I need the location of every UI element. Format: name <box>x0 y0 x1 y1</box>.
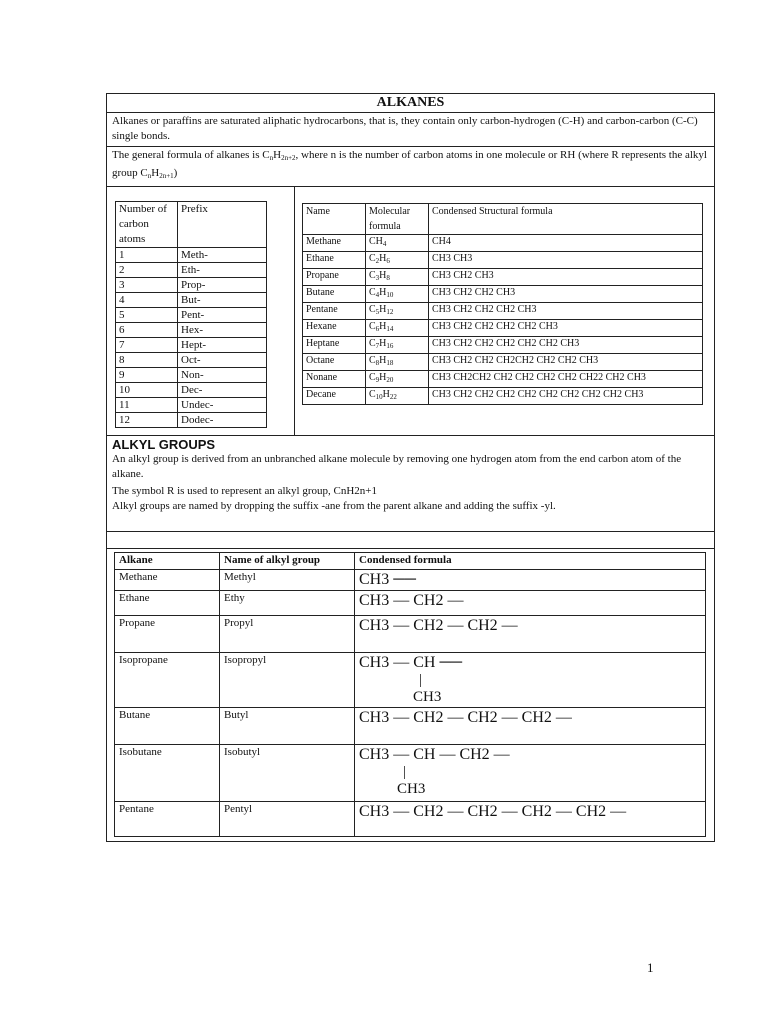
table-row <box>303 235 703 252</box>
molecular-formula <box>366 286 429 303</box>
tables-section <box>107 187 714 436</box>
mf-hydrogen: H <box>379 304 387 315</box>
alkyl-paragraph-2: The symbol R is used to represent an alkyl group, CnH2n+1 <box>112 485 377 497</box>
carbon-count: 6 <box>116 323 178 338</box>
table-row <box>116 263 267 278</box>
names-header-name: Name <box>303 204 366 235</box>
formula-main: CH3 — CH2 — CH2 — CH2 — <box>359 709 572 726</box>
mf-hydrogen: H <box>379 253 387 264</box>
mf-carbon-count: 7 <box>375 342 380 350</box>
carbon-count: 9 <box>116 368 178 383</box>
alkyl-group-name: Isopropyl <box>220 653 355 708</box>
alkyl-group-name: Methyl <box>220 570 355 591</box>
alkane-name: Hexane <box>303 320 366 337</box>
alkyl-groups-table <box>114 552 706 837</box>
table-row <box>115 708 706 745</box>
mf-hydrogen: H <box>379 338 387 349</box>
mf-hydrogen-count: 18 <box>386 359 394 367</box>
prefix: Non- <box>178 368 267 383</box>
prefix: Meth- <box>178 248 267 263</box>
condensed-structural-formula: CH3 CH2 CH2 CH2 CH2 CH2 CH2 CH2 CH2 CH3 <box>429 388 703 405</box>
table-row <box>116 308 267 323</box>
prefix: Pent- <box>178 308 267 323</box>
table-row <box>116 353 267 368</box>
mf-hydrogen-count: 8 <box>386 274 390 282</box>
mf-carbon: C <box>369 372 376 383</box>
table-row <box>116 323 267 338</box>
gf-text-c: , where n is the number of carbon atoms in one molecule or RH (where R represents the alkyl group C <box>112 149 707 179</box>
formula-main: CH3 — CH2 — CH2 — <box>359 617 518 634</box>
document-page <box>106 93 715 842</box>
gf-text-b: H <box>273 149 282 161</box>
carbon-count: 5 <box>116 308 178 323</box>
mf-hydrogen-count: 20 <box>386 376 394 384</box>
carbon-count: 10 <box>116 383 178 398</box>
mf-hydrogen: H <box>379 287 387 298</box>
alkyl-group-name: Pentyl <box>220 802 355 837</box>
table-row <box>303 286 703 303</box>
table-row <box>303 354 703 371</box>
branch-bond: | <box>403 764 407 780</box>
table-row <box>303 320 703 337</box>
prefix: Eth- <box>178 263 267 278</box>
column-divider <box>294 187 295 435</box>
table-row <box>116 248 267 263</box>
branch-bond: | <box>419 672 423 688</box>
gf-sub-2: 2n+2 <box>281 154 296 162</box>
mf-carbon: C <box>369 270 376 281</box>
table-row <box>115 616 706 653</box>
alkyl-group-name: Ethy <box>220 591 355 616</box>
molecular-formula <box>366 371 429 388</box>
mf-carbon: C <box>369 321 376 332</box>
mf-carbon-count: 4 <box>375 291 380 299</box>
mf-carbon: C <box>369 338 376 349</box>
condensed-structural-formula: CH4 <box>429 235 703 252</box>
alkane-name: Methane <box>303 235 366 252</box>
carbon-count: 3 <box>116 278 178 293</box>
alkyl-group-name: Butyl <box>220 708 355 745</box>
alkane-name: Butane <box>115 708 220 745</box>
alkane-name: Ethane <box>303 252 366 269</box>
molecular-formula <box>366 354 429 371</box>
mf-hydrogen: H <box>379 270 387 281</box>
carbon-count: 2 <box>116 263 178 278</box>
table-row <box>303 269 703 286</box>
mf-carbon-count: 8 <box>375 359 380 367</box>
prefix: Dec- <box>178 383 267 398</box>
alkane-name: Butane <box>303 286 366 303</box>
mf-carbon: C <box>369 355 376 366</box>
alkane-name: Propane <box>303 269 366 286</box>
mf-carbon: C <box>369 287 376 298</box>
formula-main: CH3 — CH2 — <box>359 592 464 609</box>
gf-sub-1: n <box>269 154 274 162</box>
alkane-name: Isopropane <box>115 653 220 708</box>
alkyl-paragraph-1: An alkyl group is derived from an unbranched alkane molecule by removing one hydrogen atom from the end carbon atom of the alkane. <box>112 453 682 480</box>
alkane-name: Methane <box>115 570 220 591</box>
mf-carbon-count: 5 <box>375 308 380 316</box>
alkyl-groups-section <box>107 436 714 532</box>
alkyl-group-name: Propyl <box>220 616 355 653</box>
alkane-name: Isobutane <box>115 745 220 802</box>
carbon-count: 1 <box>116 248 178 263</box>
table-row <box>116 383 267 398</box>
mf-carbon-count: 6 <box>375 325 380 333</box>
table-row <box>116 278 267 293</box>
carbon-count: 11 <box>116 398 178 413</box>
alkane-name: Pentane <box>303 303 366 320</box>
mf-hydrogen-count: 10 <box>386 291 394 299</box>
alkane-name: Pentane <box>115 802 220 837</box>
condensed-structural-formula: CH3 CH2CH2 CH2 CH2 CH2 CH2 CH22 CH2 CH3 <box>429 371 703 388</box>
gf-text-d: H <box>151 167 160 179</box>
mf-hydrogen-count: 14 <box>386 325 394 333</box>
names-table-header <box>303 204 703 235</box>
table-row <box>115 591 706 616</box>
table-row <box>303 303 703 320</box>
mf-hydrogen: H <box>375 236 383 247</box>
condensed-structural-formula: CH3 CH2 CH2 CH2 CH3 <box>429 303 703 320</box>
condensed-formula <box>355 653 706 708</box>
mf-hydrogen-count: 22 <box>389 393 397 401</box>
general-formula-paragraph <box>107 147 714 187</box>
table-row <box>115 802 706 837</box>
table-row <box>303 388 703 405</box>
condensed-formula <box>355 616 706 653</box>
molecular-formula <box>366 235 429 252</box>
table-row <box>303 371 703 388</box>
mf-carbon-count: 3 <box>375 274 380 282</box>
alkane-name: Octane <box>303 354 366 371</box>
alkyl-header-group: Name of alkyl group <box>220 553 355 570</box>
alkyl-header-formula: Condensed formula <box>355 553 706 570</box>
table-row <box>116 413 267 428</box>
alkyl-table-header <box>115 553 706 570</box>
prefix: Prop- <box>178 278 267 293</box>
condensed-structural-formula: CH3 CH2 CH2 CH2CH2 CH2 CH2 CH3 <box>429 354 703 371</box>
branch-group: CH3 <box>397 781 426 797</box>
table-row <box>303 337 703 354</box>
gf-sub-3: n <box>147 172 152 180</box>
mf-hydrogen: H <box>382 389 390 400</box>
table-row <box>115 653 706 708</box>
mf-hydrogen: H <box>379 372 387 383</box>
formula-main: CH3 — CH ── <box>359 654 463 671</box>
alkane-name: Decane <box>303 388 366 405</box>
intro-definition: Alkanes or paraffins are saturated aliphatic hydrocarbons, that is, they contain only carbon-hydrogen (C-H) and carbon-carbon (C-C) single bonds. <box>107 113 714 147</box>
molecular-formula <box>366 320 429 337</box>
prefix: Hept- <box>178 338 267 353</box>
prefix: Oct- <box>178 353 267 368</box>
mf-hydrogen-count: 12 <box>386 308 394 316</box>
alkane-name: Nonane <box>303 371 366 388</box>
mf-carbon-count: 2 <box>375 257 380 265</box>
names-header-condensed: Condensed Structural formula <box>429 204 703 235</box>
condensed-structural-formula: CH3 CH3 <box>429 252 703 269</box>
gf-sub-4: 2n+1 <box>159 172 174 180</box>
alkyl-groups-heading: ALKYL GROUPS <box>112 437 216 452</box>
mf-carbon-count: 10 <box>375 393 383 401</box>
formula-main: CH3 ── <box>359 571 416 588</box>
mf-hydrogen-count: 6 <box>386 257 390 265</box>
prefix-table-header <box>116 202 267 248</box>
condensed-formula <box>355 802 706 837</box>
carbon-count: 8 <box>116 353 178 368</box>
alkyl-header-alkane: Alkane <box>115 553 220 570</box>
molecular-formula <box>366 303 429 320</box>
condensed-formula <box>355 745 706 802</box>
mf-hydrogen: H <box>379 355 387 366</box>
branch-group: CH3 <box>413 689 442 705</box>
page-number: 1 <box>647 960 654 975</box>
condensed-formula <box>355 591 706 616</box>
condensed-structural-formula: CH3 CH2 CH2 CH2 CH2 CH3 <box>429 320 703 337</box>
prefix: Hex- <box>178 323 267 338</box>
condensed-structural-formula: CH3 CH2 CH2 CH3 <box>429 286 703 303</box>
carbon-count: 12 <box>116 413 178 428</box>
alkane-name: Heptane <box>303 337 366 354</box>
alkane-name: Propane <box>115 616 220 653</box>
molecular-formula <box>366 252 429 269</box>
mf-hydrogen-count: 16 <box>386 342 394 350</box>
mf-hydrogen-count: 4 <box>382 240 387 248</box>
gf-text-a: The general formula of alkanes is C <box>112 149 270 161</box>
table-row <box>116 398 267 413</box>
prefix-header-number: Number of carbon atoms <box>116 202 178 248</box>
spacer-row <box>107 532 714 549</box>
formula-main: CH3 — CH — CH2 — <box>359 746 510 763</box>
table-row <box>115 745 706 802</box>
carbon-count: 7 <box>116 338 178 353</box>
table-row <box>116 338 267 353</box>
condensed-formula <box>355 570 706 591</box>
mf-carbon: C <box>369 253 376 264</box>
alkyl-paragraph-3: Alkyl groups are named by dropping the suffix -ane from the parent alkane and adding the suffix -yl. <box>112 500 556 512</box>
page-title: ALKANES <box>107 94 714 113</box>
names-header-molecular: Molecular formula <box>366 204 429 235</box>
gf-text-e: ) <box>173 167 178 179</box>
mf-carbon: C <box>369 236 376 247</box>
formula-main: CH3 — CH2 — CH2 — CH2 — CH2 — <box>359 803 627 820</box>
condensed-formula <box>355 708 706 745</box>
molecular-formula <box>366 269 429 286</box>
condensed-structural-formula: CH3 CH2 CH2 CH2 CH2 CH2 CH3 <box>429 337 703 354</box>
alkane-names-table <box>302 203 703 405</box>
table-row <box>116 368 267 383</box>
molecular-formula <box>366 337 429 354</box>
alkane-name: Ethane <box>115 591 220 616</box>
table-row <box>116 293 267 308</box>
table-row <box>303 252 703 269</box>
mf-carbon-count: 9 <box>375 376 380 384</box>
carbon-count: 4 <box>116 293 178 308</box>
mf-carbon: C <box>369 389 376 400</box>
condensed-structural-formula: CH3 CH2 CH3 <box>429 269 703 286</box>
prefix: But- <box>178 293 267 308</box>
prefix-table <box>115 201 267 428</box>
prefix: Dodec- <box>178 413 267 428</box>
mf-carbon: C <box>369 304 376 315</box>
prefix: Undec- <box>178 398 267 413</box>
prefix-header-prefix: Prefix <box>178 202 267 248</box>
table-row <box>115 570 706 591</box>
mf-hydrogen: H <box>379 321 387 332</box>
molecular-formula <box>366 388 429 405</box>
alkyl-table-section <box>107 549 714 841</box>
alkyl-group-name: Isobutyl <box>220 745 355 802</box>
